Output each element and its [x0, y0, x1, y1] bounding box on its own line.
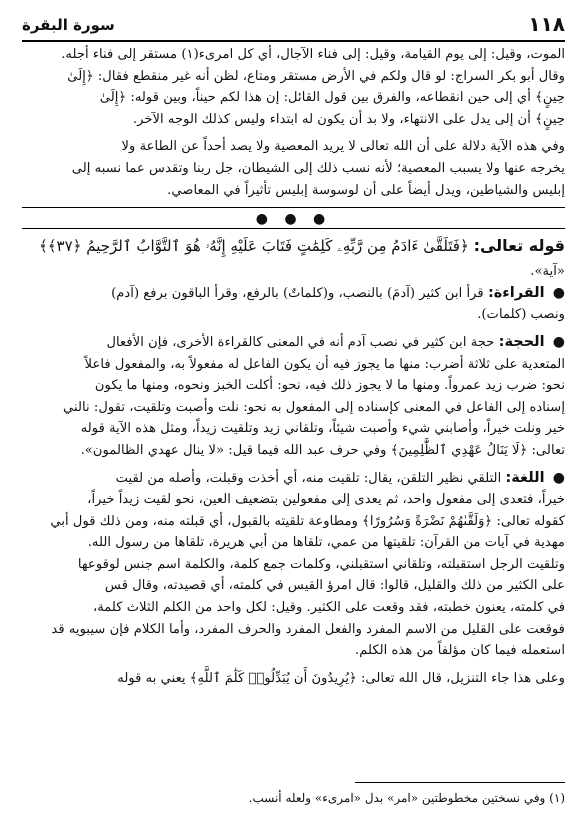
- text-line: قرأ ابن كثير (آدمَ) بالنصب، و(كلماتٌ) بالرفع، وقرأ الباقون برفع (آدم): [111, 285, 484, 301]
- text-line: فوقعت على القليل من الاسم المفرد والفعل المفرد والحرف المفرد، وأما الكلام فإن سيبويه قد: [51, 621, 565, 637]
- text-line: استعمله فيما كان مؤلفاً من هذه الكلم.: [355, 643, 565, 659]
- surah-title: سورة البقرة: [22, 16, 115, 34]
- text-line: يخرجه عنها ولا يسبب المعصية؛ لأنه نسب ذلك إلى الشيطان، جل ربنا وتقدس عما نسبه إلى: [71, 160, 565, 176]
- section-reading: [22, 283, 565, 326]
- bullet-icon: ●: [552, 333, 565, 350]
- page-header: [22, 10, 565, 44]
- text-line: خير ونلت خيراً، وأصابني شيء وأصبت شيئاً، وتلقاني زيد وتلقيت زيداً، ومثل هذه الآية قوله: [80, 421, 565, 437]
- header-rule: [22, 40, 565, 42]
- ayah-tag: «آية».: [530, 264, 565, 280]
- section-label: اللغة:: [505, 469, 545, 486]
- text-line: في كلمته، يعنون خطبته، فقد وقعت على الكثير. وقيل: لكل واحد من الكلم الثلاث كلمة،: [92, 600, 565, 616]
- text-line: التلقي نظير التلقن، يقال: تلقيت منه، أي أخذت وقبلت، وأصله من لقيت: [115, 470, 502, 486]
- verse-heading: [22, 231, 565, 261]
- text-line: كقوله تعالى: ﴿وَلَقَّىٰهُمْ نَضْرَةً وَسُرُورًا﴾ ومطاوعة تلقيته بالقبول، أي قبلته منه، ومن ذلك قول أبي: [50, 513, 565, 529]
- bullet-icon: ●: [552, 284, 565, 301]
- paragraph: [22, 136, 565, 201]
- text-line: الموت، وقيل: إلى يوم القيامة، وقيل: إلى فناء الآجال، أي كل امرىء(١) مستقر إلى فناء أجله.: [61, 47, 565, 62]
- separator-dots: ● ● ●: [255, 211, 332, 228]
- section-label: القراءة:: [487, 284, 545, 301]
- separator-rule: [22, 228, 565, 229]
- bullet-icon: ●: [552, 469, 565, 486]
- text-line: المتعدية على ثلاثة أضرب: منها ما يجوز فيه أن يكون الفاعل له مفعولاً به، والمفعول فاعلاً: [84, 356, 565, 372]
- text-line: حِينٍ﴾ أن إلى يدل على الانتهاء، ولا بد أن يكون له ابتداء وليس كذلك الوجه الآخر.: [132, 111, 565, 127]
- footnote: (١) وفي نسختين مخطوطتين «امر» بدل «امرىء» ولعله أنسب.: [248, 791, 565, 805]
- section-language: [22, 468, 565, 662]
- footnote-rule: [355, 782, 565, 783]
- quran-verse: ﴿فَتَلَقَّىٰ ءَادَمُ مِن رَّبِّهِۦ كَلِمَٰتٍ فَتَابَ عَلَيْهِ إِنَّهُۥ هُوَ ٱلتَّوَّابُ ٱلرَّحِيمُ ﴿٣٧﴾﴾: [38, 237, 469, 256]
- section-label: الحجة:: [498, 333, 545, 350]
- text-line: وقال أبو بكر السراج: لو قال ولكم في الأرض مستقر ومتاع، لظن أنه غير منقطع فقال: ﴿إِلَىٰ: [67, 68, 565, 84]
- separator-rule: [22, 207, 565, 208]
- text-line: ونصب (كلمات).: [477, 307, 565, 323]
- text-line: حِينٍ﴾ أي إلى حين انقطاعه، والفرق بين قول القائل: إن هذا لكم حيناً، وبين قوله: ﴿إِلَىٰ: [99, 90, 565, 106]
- final-line: وعلى هذا جاء التنزيل، قال الله تعالى: ﴿يُرِيدُونَ أَن يُبَدِّلُوا۟ كَلَٰمَ ٱللَّهِ﴾ يعني به قوله: [117, 670, 565, 686]
- text-line: إبليس والشياطين، ويدل أيضاً على أن لوسوسة إبليس تأثيراً في المعاصي.: [167, 182, 565, 198]
- page-content: [22, 44, 565, 689]
- text-line: حجة ابن كثير في نصب آدم أنه في المعنى كالقراءة الأخرى، فإن الأفعال: [106, 334, 495, 350]
- text-line: على الكثير من ذلك والقليل، قالوا: قال امرؤ القيس في كلمته، أي قصيدته، وقال قس: [104, 578, 565, 594]
- text-line: خيراً، فتعدى إلى مفعول واحد، ثم يعدى إلى مفعولين بتضعيف العين، نحو لقيت زيداً خيراً،: [87, 492, 565, 508]
- text-line: وفي هذه الآية دلالة على أن الله تعالى لا يريد المعصية ولا يصد أحداً عن الطاعة ولا: [121, 139, 565, 155]
- text-line: مهدية في آيات من القرآن: تلقيتها من عمي، تلقاها من أبي هريرة، تلقاها من رسول الله.: [87, 535, 565, 551]
- paragraph: [22, 44, 565, 130]
- page-number: ١١٨: [528, 12, 565, 36]
- text-line: نحو: ضرب زيد عمرواً. ومنها ما لا يجوز ذلك فيه، نحو: أكلت الخبز ونحوه، ومنها ما يكون: [94, 378, 565, 394]
- text-line: وتلقيت الرجل استقبلته، وتلقاني استقبلني، وكلمات جمع كلمة، والكلمة اسم جنس لوقوعها: [77, 556, 565, 572]
- text-line: تعالى: ﴿لَا يَنَالُ عَهْدِي ٱلظَّٰلِمِينَ﴾ وفي حرف عبد الله فيما قيل: «لا ينال عهدي الظالمون».: [80, 442, 565, 458]
- section-separator: [22, 201, 565, 231]
- section-argument: [22, 332, 565, 462]
- text-line: إسناده إلى الفاعل في المعنى كإسناده إلى المفعول به نحو: نلت وأصبت وتلقيت، تقول: نالني: [63, 399, 565, 415]
- heading-label: قوله تعالى:: [473, 236, 565, 256]
